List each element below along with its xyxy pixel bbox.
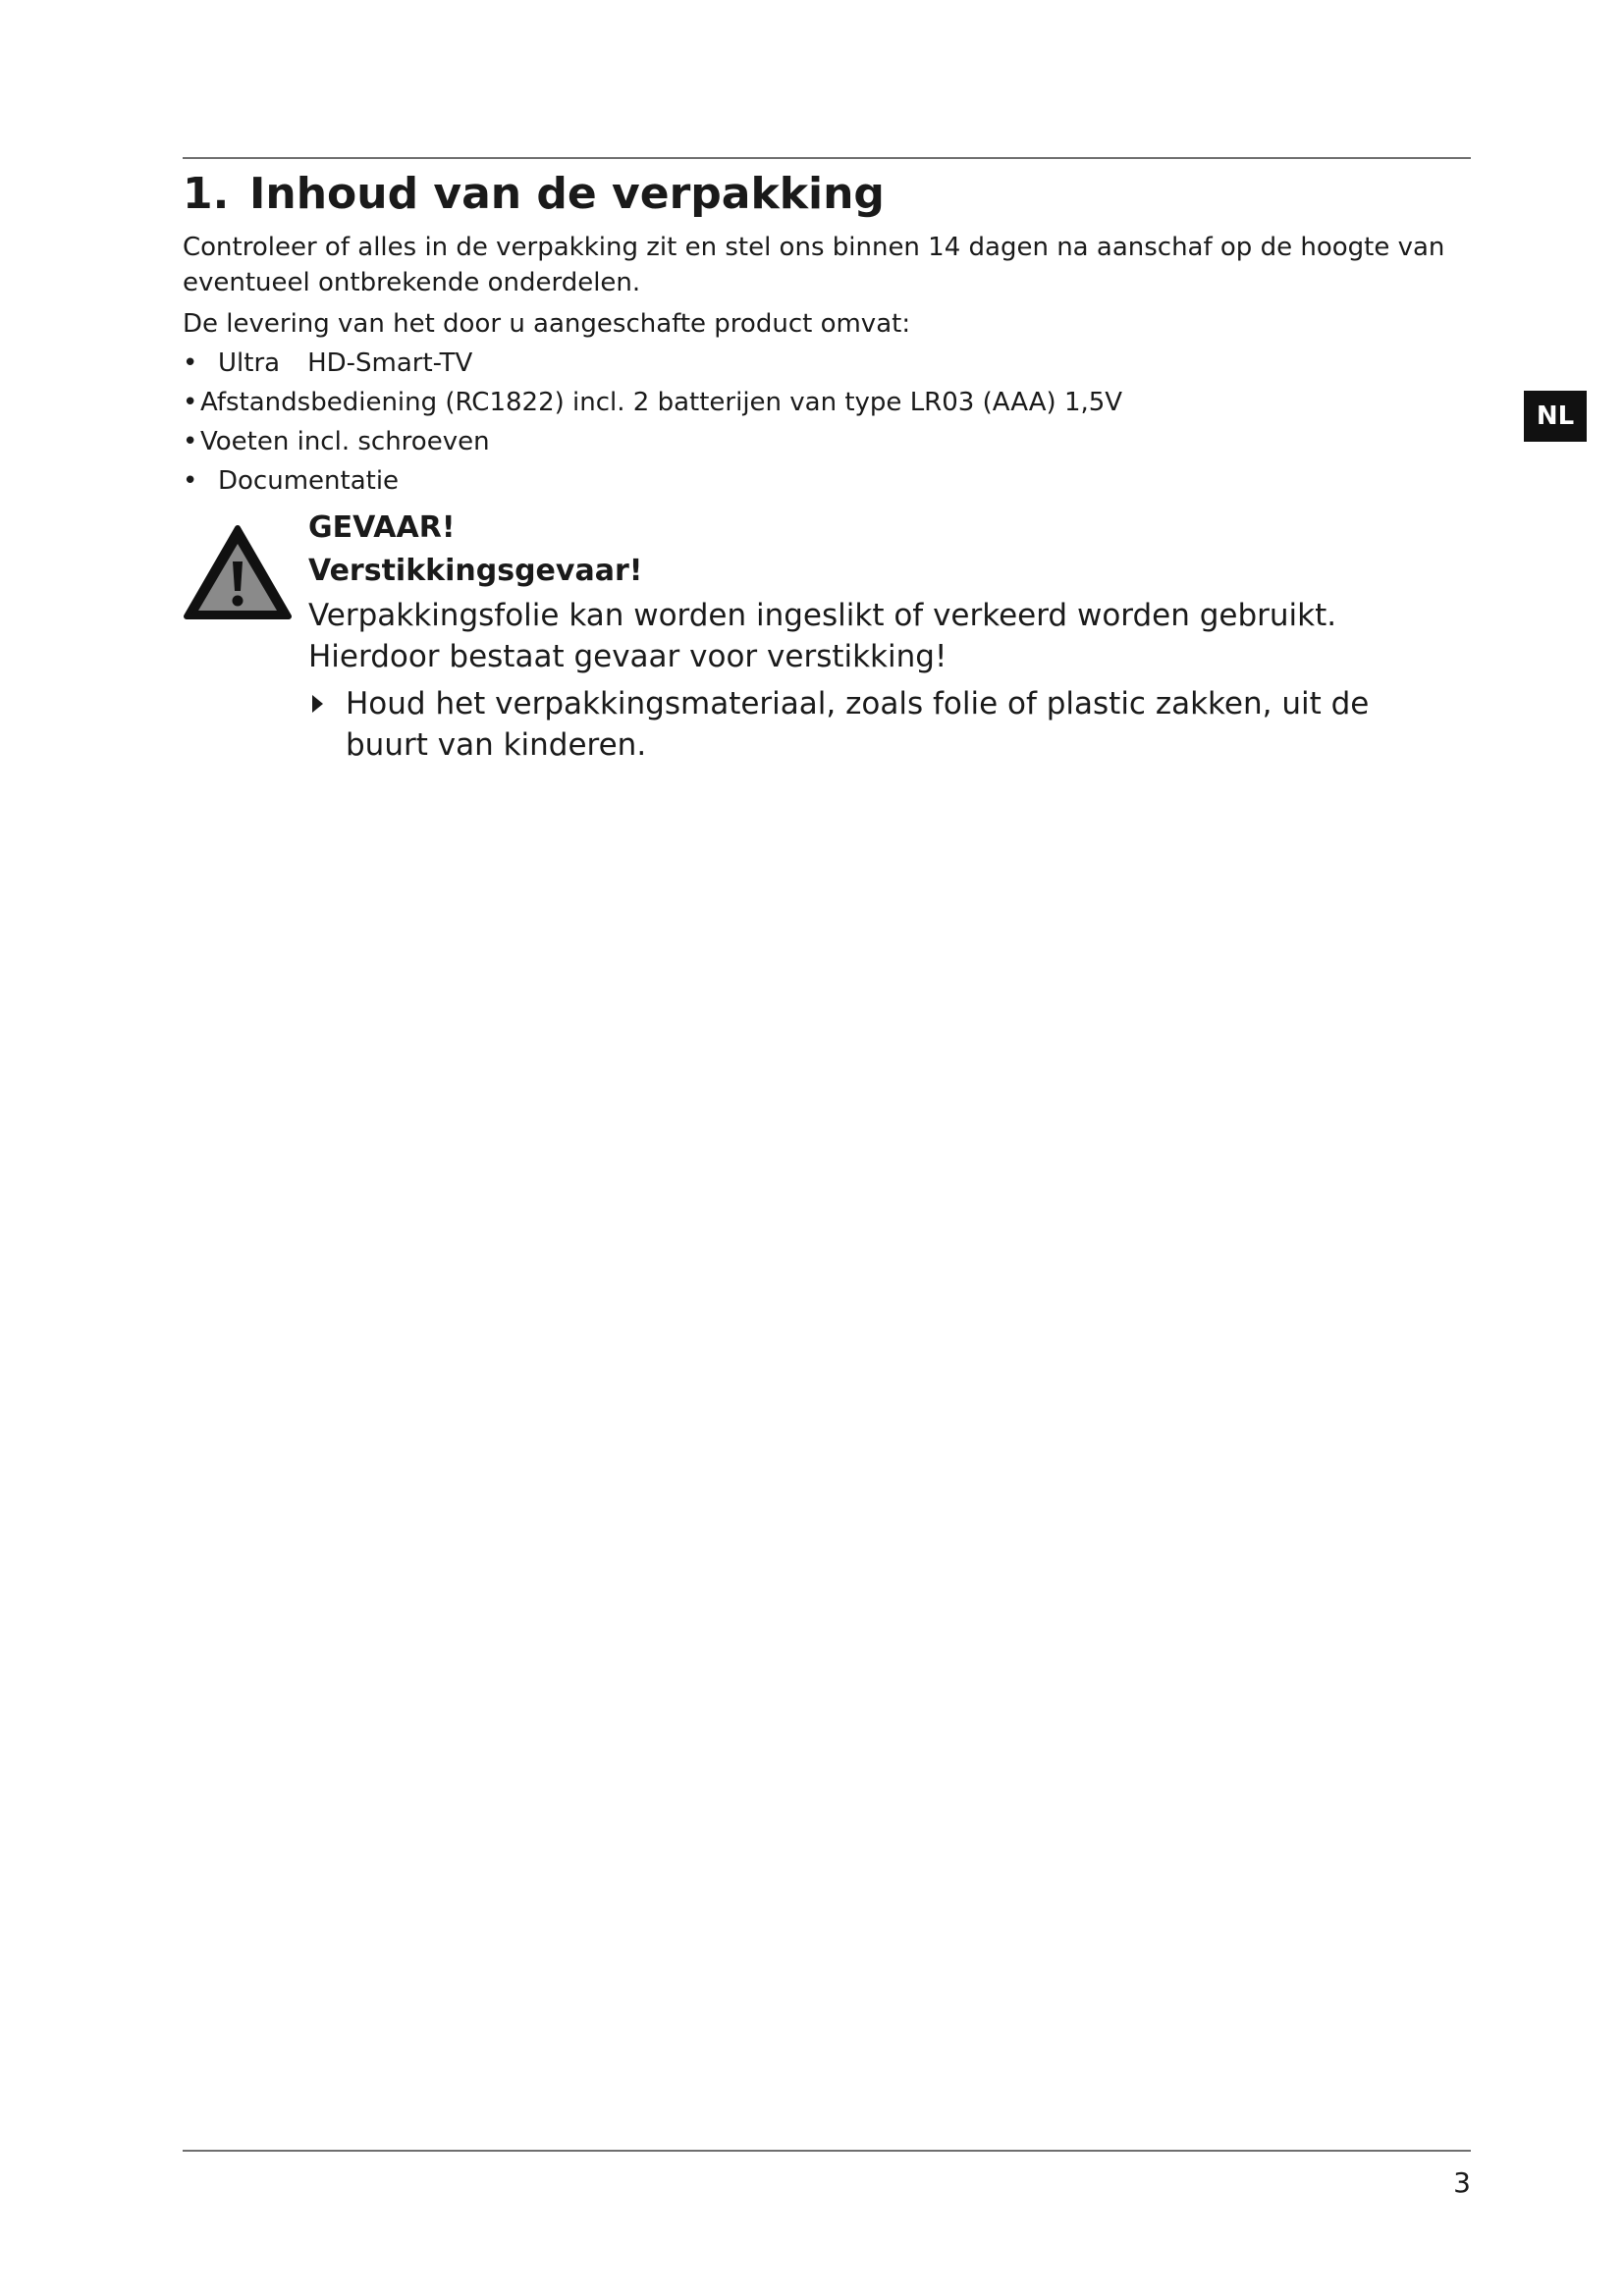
delivery-intro: De levering van het door u aangeschafte product omvat: [183,309,911,339]
package-contents-list [183,344,1122,501]
warning-block [308,507,1467,766]
bottom-rule [183,2150,1471,2152]
top-rule [183,157,1471,159]
list-item [183,344,1122,383]
list-item [183,461,1122,501]
language-tab: NL [1524,391,1587,442]
section-number: 1. [183,169,230,219]
warning-action [308,683,1455,766]
warning-triangle-icon [183,524,293,622]
list-item-text: Afstandsbediening (RC1822) incl. 2 batterijen van type LR03 (AAA) 1,5V [200,388,1123,417]
page-number: 3 [1453,2166,1471,2199]
list-item [183,383,1122,422]
intro-paragraph: Controleer of alles in de verpakking zit en stel ons binnen 14 dagen na aanschaf op de hoogte van eventueel ontbrekende onderdelen. [183,233,1445,297]
list-item [183,422,1122,461]
warning-level: GEVAAR! [308,510,456,545]
bullet: • [183,388,198,417]
arrow-right-icon [312,695,323,713]
section-heading [183,165,885,224]
warning-text: Verpakkingsfolie kan worden ingeslikt of verkeerd worden gebruikt. Hierdoor bestaat gevaar voor verstikking! [308,598,1337,674]
section-title: Inhoud van de verpakking [249,169,885,219]
list-item-text: Documentatie [218,466,400,496]
warning-title: Verstikkingsgevaar! [308,554,643,588]
list-item-text: Ultra [218,348,281,378]
list-item-text: HD-Smart-TV [307,348,473,378]
warning-action-text: Houd het verpakkingsmateriaal, zoals folie of plastic zakken, uit de buurt van kinderen. [346,686,1370,763]
bullet: • [183,348,198,378]
list-item-text: Voeten incl. schroeven [200,427,490,456]
bullet: • [183,427,198,456]
bullet: • [183,466,198,496]
